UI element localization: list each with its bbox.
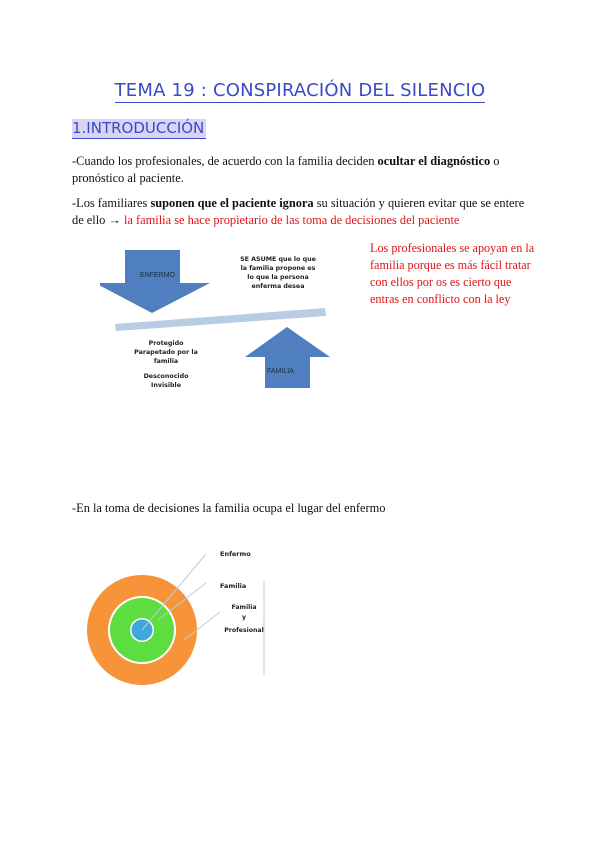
- assume-text-4: enferma desea: [251, 283, 305, 290]
- paragraph-2: -Los familiares suponen que el paciente ignora su situación y quieren evitar que se entere de ello → la familia se hace propietario de las toma de decisiones del paciente: [72, 196, 525, 227]
- lower-text-2: Parapetado por la: [134, 349, 198, 356]
- lower-text-1: Protegido: [148, 340, 184, 347]
- concentric-circles-diagram: [86, 540, 286, 690]
- page-title: TEMA 19 : CONSPIRACIÓN DEL SILENCIO: [114, 80, 486, 101]
- down-arrow-label: ENFERMO: [140, 272, 175, 279]
- label-enfermo: Enfermo: [220, 550, 251, 558]
- lower-text-5: Invisible: [151, 382, 181, 389]
- lower-text-3: familia: [153, 358, 179, 365]
- assume-text-2: la familia propone es: [240, 265, 316, 272]
- label-familia-profesional-1: Familia: [231, 604, 257, 611]
- up-arrow: [245, 327, 330, 388]
- lower-text-4: Desconocido: [143, 373, 189, 380]
- paragraph-3: -En la toma de decisiones la familia ocupa el lugar del enfermo: [72, 501, 386, 515]
- label-familia: Familia: [220, 582, 247, 590]
- seesaw-diagram: [100, 235, 360, 405]
- seesaw-beam: [115, 308, 326, 331]
- down-arrow: [100, 250, 210, 313]
- label-familia-profesional-2: y: [241, 614, 247, 621]
- side-note: Los profesionales se apoyan en la familia porque es más fácil tratar con ellos por os es cierto que entras en conflicto con la ley: [370, 241, 535, 306]
- section-heading: 1.INTRODUCCIÓN: [72, 119, 205, 137]
- paragraph-1: -Cuando los profesionales, de acuerdo con la familia deciden ocultar el diagnóstico o pronóstico al paciente.: [72, 154, 500, 185]
- label-familia-profesional-3: Profesional: [224, 627, 264, 634]
- assume-text-3: lo que la persona: [247, 274, 309, 281]
- assume-text-1: SE ASUME que lo que: [240, 256, 316, 263]
- up-arrow-label: FAMILIA: [267, 368, 294, 375]
